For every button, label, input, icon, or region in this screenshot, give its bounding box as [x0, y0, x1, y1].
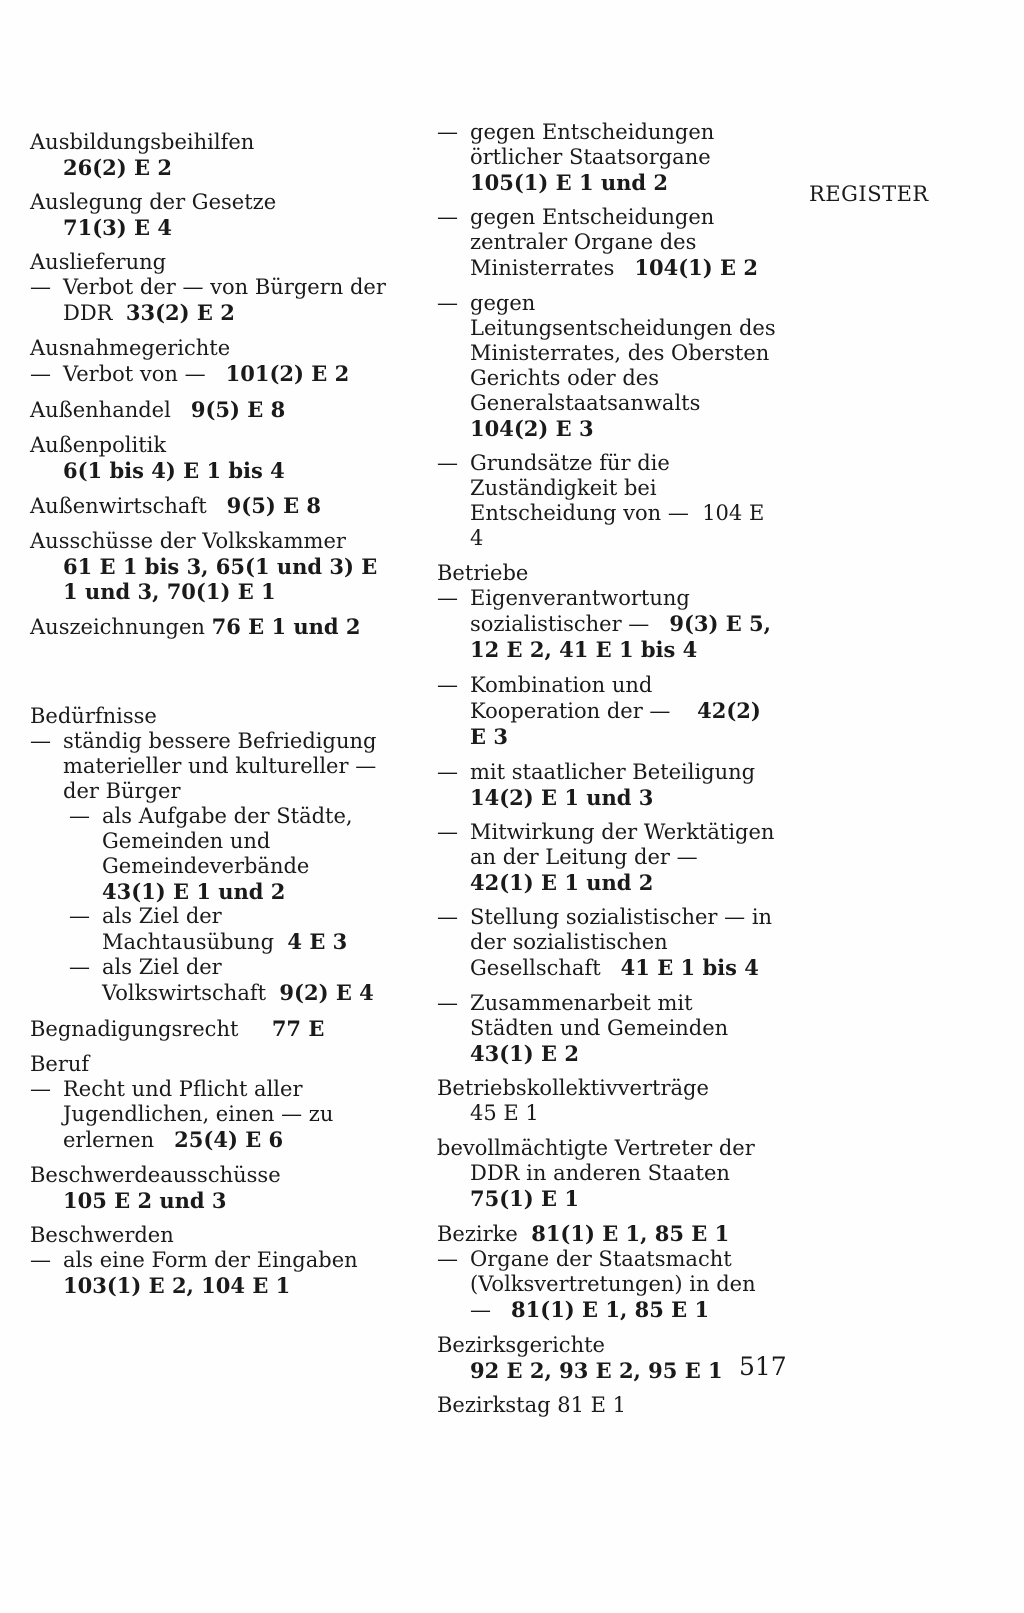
entry-head: Beschwerden	[30, 1223, 174, 1247]
subentry-ref: 104(1) E 2	[634, 255, 758, 280]
entry-subentry: — Mitwirkung der Werktätigen an der Leitung der —	[437, 820, 775, 869]
entry-ref: 61 E 1 bis 3, 65(1 und 3) E 1 und 3, 70(1) E 1	[63, 554, 385, 604]
entry-head: Beruf	[30, 1052, 90, 1076]
subsubentry-ref: 43(1) E 1 und 2	[102, 879, 286, 904]
entry-head: Auslegung der Gesetze	[30, 190, 277, 214]
index-entry	[30, 130, 395, 180]
subentry-ref: 104(2) E 3	[470, 416, 594, 441]
index-entry	[437, 291, 777, 441]
index-entry	[30, 336, 395, 387]
entry-subentry: — Stellung sozialistischer — in der sozialistischen Gesellschaft 41 E 1 bis 4	[437, 905, 773, 980]
entry-subentry: — Kombination und Kooperation der — 42(2) E 3	[437, 673, 761, 749]
index-entry	[30, 529, 395, 604]
index-entry	[30, 614, 395, 640]
entry-head: Betriebe	[437, 561, 529, 585]
entry-head: Ausnahmegerichte	[30, 336, 231, 360]
entry-subentry: — ständig bessere Befriedigung materieller und kultureller — der Bürger	[30, 729, 377, 803]
subentry-text: gegen Entscheidungen örtlicher Staatsorgane	[470, 120, 715, 169]
entry-ref: 76 E 1 und 2	[211, 614, 361, 639]
subsubentry-text: als Ziel der Volkswirtschaft	[102, 955, 267, 1005]
index-entry	[30, 493, 395, 519]
index-entry	[437, 673, 777, 750]
entry-subentry: — mit staatlicher Beteiligung	[437, 760, 756, 784]
entry-head: Ausbildungsbeihilfen	[30, 130, 255, 154]
index-entry	[437, 1076, 777, 1126]
entry-subentry: — gegen Entscheidungen örtlicher Staatsorgane	[437, 120, 715, 169]
subentry-ref: 104 E 4	[470, 501, 765, 550]
entry-subentry: — Organe der Staatsmacht (Volksvertretungen) in den — 81(1) E 1, 85 E 1	[437, 1247, 756, 1322]
index-column-left	[30, 120, 395, 1298]
index-entry	[30, 1223, 395, 1298]
entry-head: Bezirkstag	[437, 1393, 551, 1417]
index-entry	[437, 760, 777, 810]
entry-head: Begnadigungsrecht	[30, 1017, 239, 1041]
index-entry	[437, 205, 777, 281]
subentry-text: Zusammenarbeit mit Städten und Gemeinden	[470, 991, 729, 1040]
index-column-right	[437, 120, 777, 1418]
entry-head: bevollmächtigte Vertreter der DDR in anderen Staaten	[437, 1136, 755, 1185]
index-entry	[437, 905, 777, 981]
entry-ref: 77 E	[271, 1016, 325, 1041]
subentry-ref: 9(3) E 5, 12 E 2, 41 E 1 bis 4	[470, 611, 771, 662]
entry-head: Bedürfnisse	[30, 704, 157, 728]
subentry-ref: 101(2) E 2	[225, 361, 350, 386]
entry-subentry: — als eine Form der Eingaben	[30, 1248, 358, 1272]
entry-head: Bezirke	[437, 1222, 518, 1246]
subentry-ref: 81(1) E 1, 85 E 1	[511, 1297, 710, 1322]
entry-subsubentry: — als Aufgabe der Städte, Gemeinden und Gemeindeverbände	[69, 804, 353, 878]
entry-ref: 71(3) E 4	[63, 215, 172, 240]
index-entry	[437, 1333, 777, 1383]
entry-head: Betriebskollektivverträge	[437, 1076, 709, 1100]
subentry-text: Verbot der — von Bürgern der DDR	[63, 275, 386, 325]
subentry-ref: 42(1) E 1 und 2	[470, 870, 654, 895]
subentry-text: Mitwirkung der Werktätigen an der Leitung der —	[470, 820, 775, 869]
index-entry	[30, 1016, 395, 1042]
entry-head: Auslieferung	[30, 250, 167, 274]
index-entry	[437, 1393, 777, 1418]
entry-ref: 75(1) E 1	[470, 1186, 579, 1211]
section-header: REGISTER	[809, 182, 929, 206]
subentry-text: mit staatlicher Beteiligung	[470, 760, 756, 784]
subentry-text: ständig bessere Befriedigung materieller und kultureller — der Bürger	[63, 729, 377, 803]
entry-ref: 6(1 bis 4) E 1 bis 4	[63, 458, 285, 483]
subentry-ref: 103(1) E 2, 104 E 1	[63, 1273, 291, 1298]
subentry-ref: 41 E 1 bis 4	[620, 955, 759, 980]
entry-ref: 92 E 2, 93 E 2, 95 E 1	[470, 1358, 723, 1383]
subentry-text: Organe der Staatsmacht (Volksvertretungen) in den —	[470, 1247, 756, 1322]
entry-subentry: — Verbot von — 101(2) E 2	[30, 361, 350, 386]
subentry-ref: 14(2) E 1 und 3	[470, 785, 654, 810]
index-entry	[30, 250, 395, 326]
entry-ref: 81 E 1	[557, 1393, 627, 1417]
subentry-text: gegen Leitungsentscheidungen des Ministerrates, des Obersten Gerichts oder des Generalstaatsanwalts	[470, 291, 776, 415]
subentry-text: Grundsätze für die Zuständigkeit bei Entscheidung von —	[470, 451, 689, 525]
entry-head: Bezirksgerichte	[437, 1333, 605, 1357]
entry-ref: 81(1) E 1, 85 E 1	[531, 1221, 730, 1246]
index-entry	[437, 1221, 777, 1323]
subentry-text: Kombination und Kooperation der —	[470, 673, 671, 723]
entry-head: Ausschüsse der Volkskammer	[30, 529, 346, 553]
index-entry	[30, 1163, 395, 1213]
index-entry	[437, 991, 777, 1066]
entry-subentry: — Eigenverantwortung sozialistischer — 9(3) E 5, 12 E 2, 41 E 1 bis 4	[437, 586, 771, 662]
subsubentry-ref: 9(2) E 4	[279, 980, 374, 1005]
subentry-ref: 105(1) E 1 und 2	[470, 170, 669, 195]
index-entry	[30, 190, 395, 240]
index-entry	[30, 433, 395, 483]
subentry-text: Verbot von —	[63, 362, 206, 386]
entry-head: Außenpolitik	[30, 433, 167, 457]
entry-head: Auszeichnungen	[30, 615, 205, 639]
subentry-text: Stellung sozialistischer — in der sozialistischen Gesellschaft	[470, 905, 773, 980]
entry-ref: 26(2) E 2	[63, 155, 172, 180]
subentry-ref: 25(4) E 6	[174, 1127, 284, 1152]
entry-subentry: — gegen Entscheidungen zentraler Organe des Ministerrates 104(1) E 2	[437, 205, 758, 280]
entry-subsubentry: — als Ziel der Machtausübung 4 E 3	[69, 904, 348, 954]
index-entry	[437, 820, 777, 895]
entry-ref: 105 E 2 und 3	[63, 1188, 227, 1213]
subentry-text: gegen Entscheidungen zentraler Organe des Ministerrates	[470, 205, 715, 280]
subsubentry-ref: 4 E 3	[287, 929, 348, 954]
subentry-ref: 43(1) E 2	[470, 1041, 579, 1066]
entry-head: Außenhandel	[30, 398, 171, 422]
entry-head: Beschwerdeausschüsse	[30, 1163, 281, 1187]
entry-subentry: — Recht und Pflicht aller Jugendlichen, einen — zu erlernen 25(4) E 6	[30, 1077, 334, 1152]
index-entry	[30, 704, 395, 1006]
index-entry	[437, 451, 777, 551]
entry-head: Außenwirtschaft	[30, 494, 207, 518]
entry-subsubentry: — als Ziel der Volkswirtschaft 9(2) E 4	[69, 955, 374, 1005]
subentry-text: Recht und Pflicht aller Jugendlichen, einen — zu erlernen	[63, 1077, 334, 1152]
entry-ref: 9(5) E 8	[226, 493, 322, 518]
index-entry	[437, 561, 777, 663]
entry-subentry: — Verbot der — von Bürgern der DDR 33(2) E 2	[30, 275, 386, 325]
subentry-ref: 42(2) E 3	[470, 698, 761, 749]
page-number: 517	[739, 1352, 787, 1381]
subsubentry-text: als Ziel der Machtausübung	[102, 904, 275, 954]
index-entry	[437, 120, 777, 195]
index-entry	[437, 1136, 777, 1211]
entry-ref: 9(5) E 8	[190, 397, 286, 422]
entry-ref: 45 E 1	[470, 1101, 539, 1125]
subentry-text: Eigenverantwortung sozialistischer —	[470, 586, 690, 636]
subentry-text: als eine Form der Eingaben	[63, 1248, 358, 1272]
index-entry	[30, 1052, 395, 1153]
subsubentry-text: als Aufgabe der Städte, Gemeinden und Gemeindeverbände	[102, 804, 353, 878]
subentry-ref: 33(2) E 2	[125, 300, 235, 325]
entry-subentry: — Zusammenarbeit mit Städten und Gemeinden	[437, 991, 729, 1040]
entry-subentry: — Grundsätze für die Zuständigkeit bei Entscheidung von — 104 E 4	[437, 451, 765, 550]
entry-subentry: — gegen Leitungsentscheidungen des Ministerrates, des Obersten Gerichts oder des Generalstaatsanwalts	[437, 291, 776, 415]
index-entry	[30, 397, 395, 423]
